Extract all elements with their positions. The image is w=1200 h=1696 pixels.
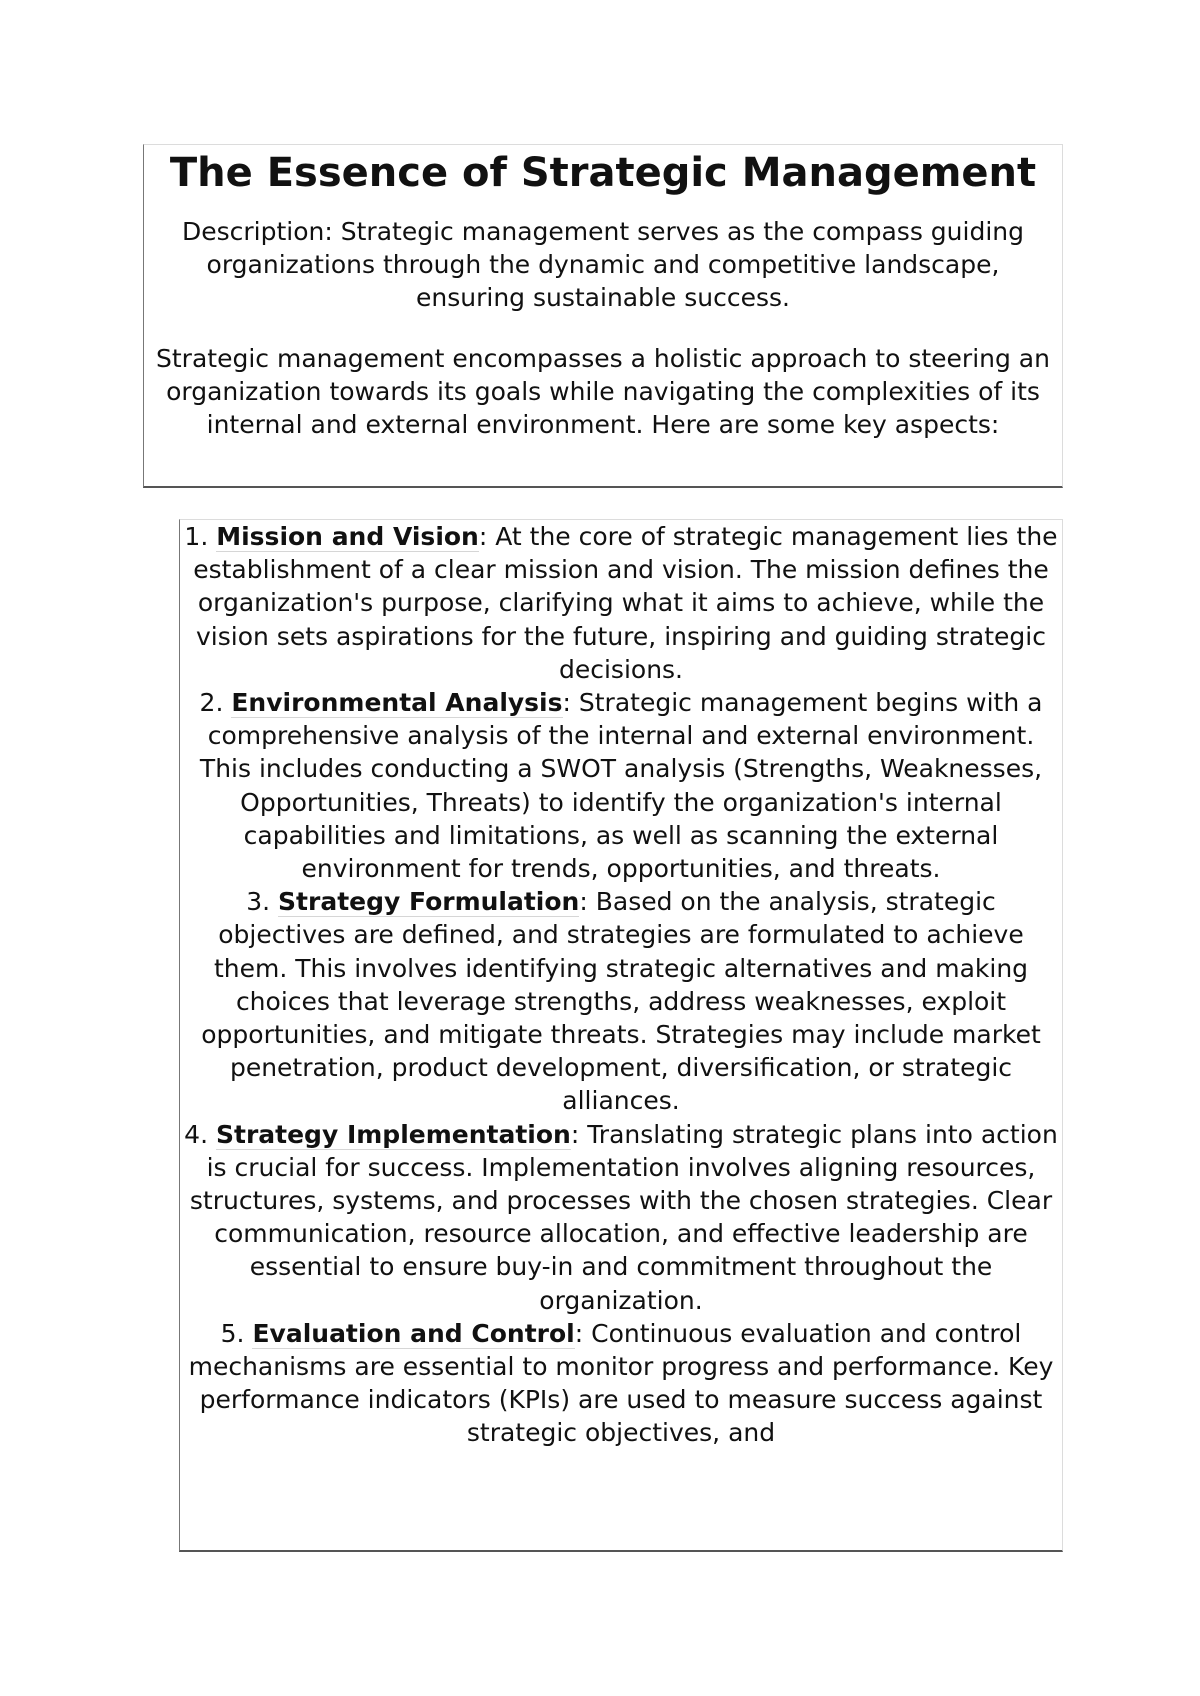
item-text: : Continuous evaluation and control mechanisms are essential to monitor progress and performance. Key performance indicators (KPIs) are used to measure success against strategic objectives, and xyxy=(188,1318,1054,1448)
item-text: : At the core of strategic management lies the establishment of a clear mission and vision. The mission defines the organization's purpose, clarifying what it aims to achieve, while the vision sets aspirations for the future, inspiring and guiding strategic decisions. xyxy=(193,522,1058,684)
intro-paragraph: Strategic management encompasses a holistic approach to steering an organization towards its goals while navigating the complexities of its internal and external environment. Here are some key aspects: xyxy=(156,344,1050,439)
item-number: 4. xyxy=(184,1119,209,1149)
list-item xyxy=(180,686,1062,885)
list-item xyxy=(180,885,1062,1117)
item-text: : Strategic management begins with a comprehensive analysis of the internal and external environment. This includes conducting a SWOT analysis (Strengths, Weaknesses, Opportunities, Threats) to identify the organization's internal capabilities and limitations, as well as scanning the external environment for trends, opportunities, and threats. xyxy=(199,688,1043,884)
document-title: The Essence of Strategic Management xyxy=(169,150,1037,196)
item-heading: Mission and Vision xyxy=(216,522,479,551)
item-heading: Evaluation and Control xyxy=(252,1318,575,1348)
header-box xyxy=(143,144,1063,488)
item-heading: Strategy Formulation xyxy=(278,887,580,917)
item-number: 5. xyxy=(220,1318,245,1348)
item-heading: Environmental Analysis xyxy=(231,688,563,718)
item-heading: Strategy Implementation xyxy=(215,1119,571,1149)
aspects-box xyxy=(179,519,1063,1552)
description-paragraph: Description: Strategic management serves as the compass guiding organizations through the dynamic and competitive landscape, ensuring sustainable success. xyxy=(182,217,1024,312)
item-number: 2. xyxy=(199,688,224,718)
item-number: 3. xyxy=(246,887,271,917)
list-item xyxy=(180,1317,1062,1450)
list-item xyxy=(180,520,1062,686)
item-text: : Translating strategic plans into action is crucial for success. Implementation involves aligning resources, structures, systems, and processes with the chosen strategies. Clear communication, resource allocation, and effective leadership are essential to ensure buy-in and commitment throughout the organization. xyxy=(189,1119,1058,1315)
item-number: 1. xyxy=(184,522,209,551)
list-item xyxy=(180,1118,1062,1317)
aspects-list xyxy=(180,520,1062,1450)
item-text: : Based on the analysis, strategic objectives are defined, and strategies are formulated to achieve them. This involves identifying strategic alternatives and making choices that leverage strengths, address weaknesses, exploit opportunities, and mitigate threats. Strategies may include market penetration, product development, diversification, or strategic alliances. xyxy=(201,887,1041,1116)
